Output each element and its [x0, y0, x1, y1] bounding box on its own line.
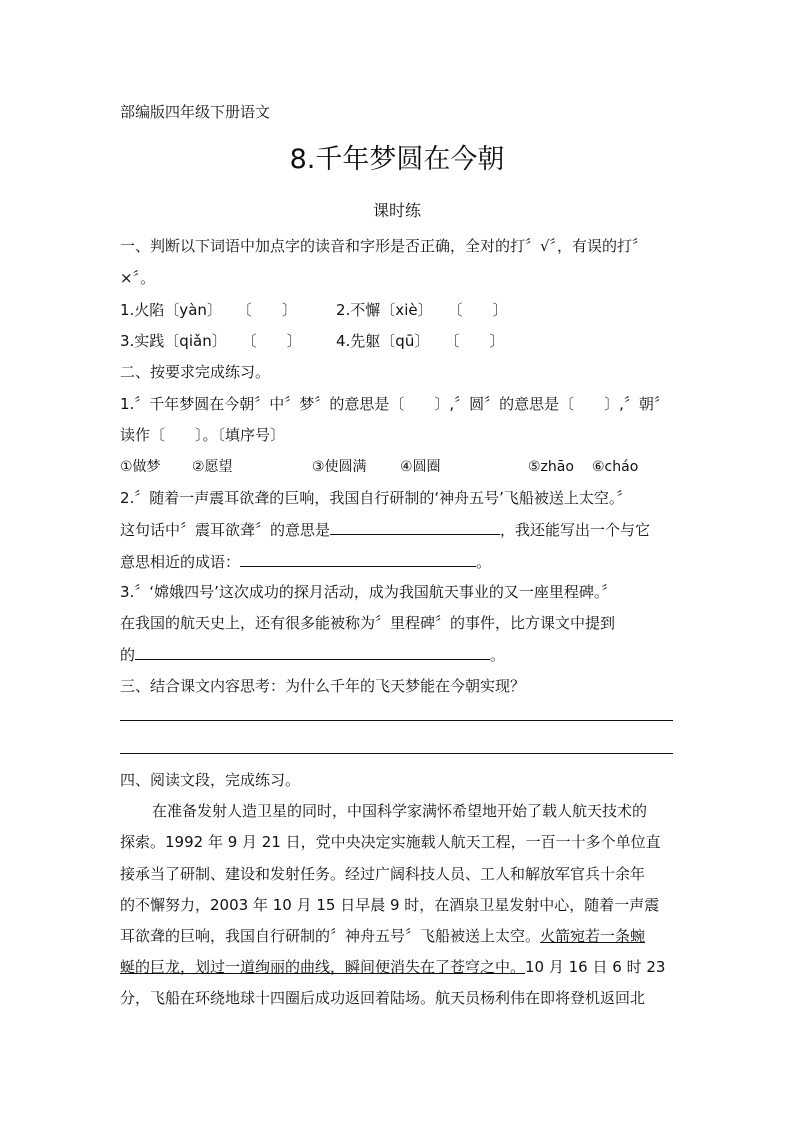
section2-heading: 二、按要求完成练习。: [120, 363, 271, 381]
section2-q2-line2: [120, 519, 650, 540]
passage-line-7: 分，飞船在环绕地球十四圈后成功返回着陆场。航天员杨利伟在即将登机返回北: [120, 989, 646, 1007]
section2-q1-line1: 1.〞千年梦圆在今朝〞中〞梦〞的意思是〔 〕,〞圆〞的意思是〔 〕,〞朝〞: [120, 395, 669, 413]
option-2: ②愿望: [192, 459, 233, 475]
option-4: ④圆圈: [400, 459, 441, 475]
section2-q3-line1: 3.〞‘嫦娥四号’这次成功的探月活动，成为我国航天事业的又一座里程碑。〞: [120, 583, 617, 601]
answer-blank-idiom[interactable]: [240, 551, 476, 567]
document-header: 部编版四年级下册语文: [120, 103, 271, 121]
passage-line-2: 探索。1992 年 9 月 21 日，党中央决定实施载人航天工程，一百一十多个单位直: [120, 833, 661, 851]
section1-heading-line1: 一、判断以下词语中加点字的读音和字形是否正确，全对的打〞√〞，有误的打〞: [120, 237, 648, 255]
section1-item-1: 1.火陷〔yàn〕 〔 〕: [120, 301, 297, 319]
q2-line2-text: 这句话中〞震耳欲聋〞的意思是: [120, 521, 331, 539]
option-5: ⑤zhāo: [528, 459, 574, 475]
q3-line3-tail: 。: [490, 646, 506, 664]
page-title: 8.千年梦圆在今朝: [289, 144, 505, 175]
option-6: ⑥cháo: [592, 459, 639, 475]
answer-blank-meaning[interactable]: [330, 519, 500, 535]
section1-item-3: 3.实践〔qiǎn〕 〔 〕: [120, 332, 302, 350]
passage-line-6-text: 10 月 16 日 6 时 23: [525, 958, 666, 976]
answer-blank-milestone[interactable]: [135, 644, 490, 660]
page-subtitle: 课时练: [372, 201, 421, 220]
section3-heading: 三、结合课文内容思考：为什么千年的飞天梦能在今朝实现？: [120, 677, 526, 695]
passage-line-6: [120, 957, 665, 977]
passage-underlined-part-2: 蜒的巨龙，划过一道绚丽的曲线，瞬间便消失在了苍穹之中。: [120, 958, 526, 976]
q2-line3-tail: 。: [476, 553, 492, 571]
passage-line-4: 的不懈努力，2003 年 10 月 15 日早晨 9 时，在酒泉卫星发射中心，随着一声震: [120, 896, 660, 914]
option-1: ①做梦: [120, 459, 161, 475]
section2-q3-line3: [120, 644, 505, 665]
answer-line-2[interactable]: [120, 753, 673, 754]
section1-item-2: 2.不懈〔xiè〕 〔 〕: [336, 301, 508, 319]
q2-line2-tail: ，我还能写出一个与它: [500, 521, 651, 539]
answer-line-1[interactable]: [120, 720, 673, 721]
option-3: ③使圆满: [312, 459, 367, 475]
section1-item-4: 4.先躯〔qū〕 〔 〕: [336, 332, 505, 350]
passage-underlined-part-1: 火箭宛若一条蜿: [540, 927, 646, 945]
q3-line3-text: 的: [120, 646, 136, 664]
section2-q2-line1: 2.〞随着一声震耳欲聋的巨响，我国自行研制的‘神舟五号’飞船被送上太空。〞: [120, 489, 632, 507]
passage-line-1: 在准备发射人造卫星的同时，中国科学家满怀希望地开始了载人航天技术的: [152, 802, 648, 820]
section2-q2-line3: [120, 551, 491, 572]
section4-heading: 四、阅读文段，完成练习。: [120, 771, 301, 789]
section2-q1-line2: 读作〔 〕。〔填序号〕: [120, 426, 286, 444]
q2-line3-text: 意思相近的成语：: [120, 553, 241, 571]
passage-line-5-text: 耳欲聋的巨响，我国自行研制的〞神舟五号〞飞船被送上太空。: [120, 927, 541, 945]
passage-line-5: [120, 926, 645, 946]
passage-line-3: 接承当了研制、建设和发射任务。经过广阔科技人员、工人和解放军官兵十余年: [120, 865, 646, 883]
section1-heading-line2: ×〞。: [120, 269, 156, 287]
section2-q3-line2: 在我国的航天史上，还有很多能被称为〞里程碑〞的事件，比方课文中提到: [120, 614, 616, 632]
